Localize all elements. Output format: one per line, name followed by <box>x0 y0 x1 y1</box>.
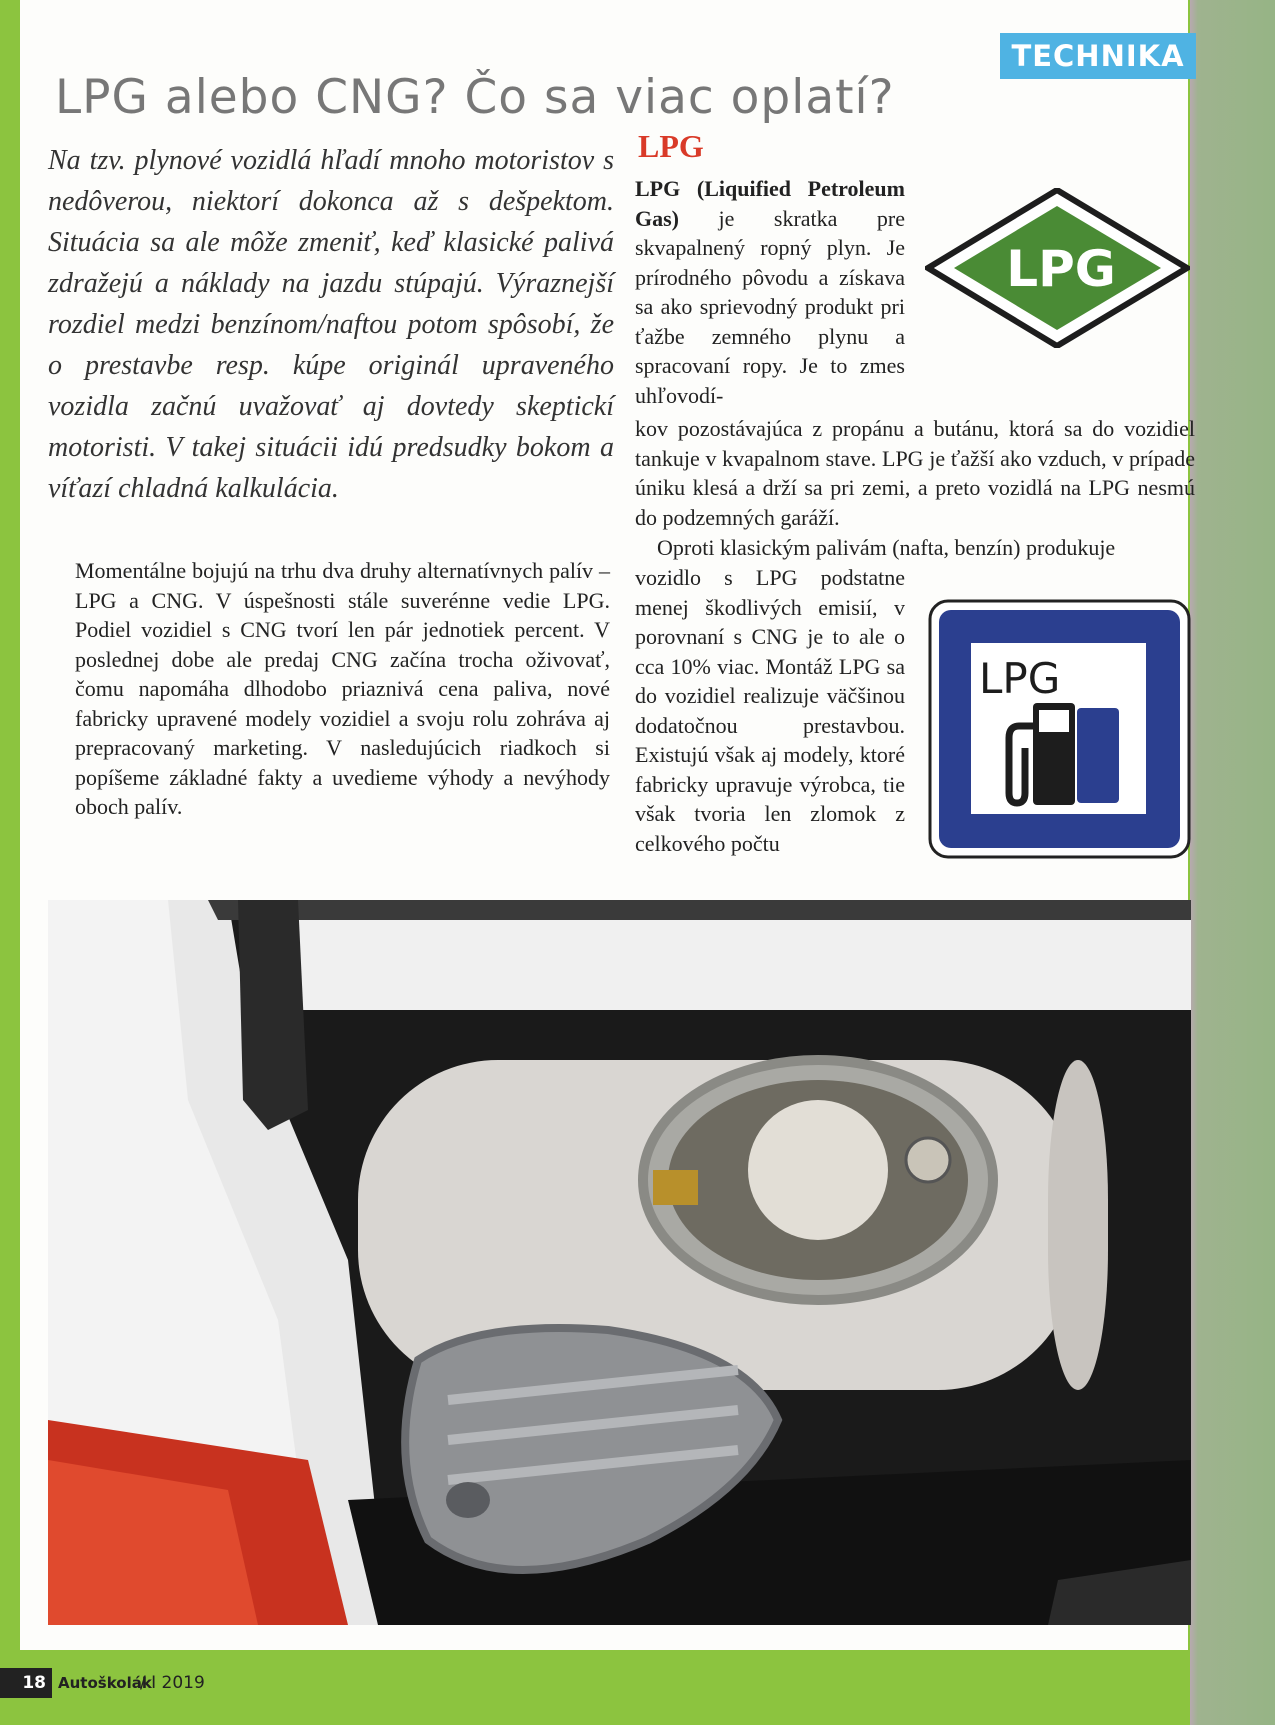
lpg-diamond-logo <box>925 188 1190 348</box>
lpg-term: LPG (Liquified Petroleum Gas) <box>635 176 905 231</box>
page-number: 18 <box>0 1668 52 1698</box>
intro-paragraph: Momentálne bojujú na trhu dva druhy alternatívnych palív – LPG a CNG. V úspešnosti stále suverénne vedie LPG. Podiel vozidiel s CNG tvorí len pár jednotiek percent. V poslednej dobe ale predaj CNG začína trocha oživovať, čomu napomáha dlhodobo priaznivá cena paliva, nové fabricky upravené modely vozidiel a svoju rolu zohráva aj prepracovaný marketing. V nasledujúcich riadkoch si popíšeme základné fakty a uvedieme výhody a nevýhody oboch palív. <box>75 558 610 819</box>
lead-paragraph: Na tzv. plynové vozidlá hľadí mnoho motoristov s nedôverou, niektorí dokonca až s dešpektom. Situácia sa ale môže zmeniť, keď klasické palivá zdražejú a náklady na jazdu stúpajú. Výraznejší rozdiel medzi benzínom/naftou potom spôsobí, že o prestavbe resp. kúpe originál upraveného vozidla začnú uvažovať aj dovtedy skeptickí motoristi. V takej situácii idú predsudky bokom a víťazí chladná kalkulácia. <box>48 145 614 504</box>
sign-logo-label: LPG <box>979 654 1061 703</box>
magazine-page <box>20 0 1195 1650</box>
section-tag: TECHNIKA <box>1000 33 1196 79</box>
lpg-paragraph-2-narrow: vozidlo s LPG podstatne menej škodlivých emisií, v porovnaní s CNG je to ale o cca 10% viac. Montáž LPG sa do vozidiel realizuje väčšinou dodatočnou prestavbou. Existujú však aj modely, ktoré fabricky upravuje výrobca, tie však tvoria len zlomok z celkového počtu <box>635 565 905 856</box>
issue-label: / I 2019 <box>140 1673 205 1693</box>
lpg-paragraph-wide: kov pozostávajúca z propánu a butánu, ktorá sa do vozidiel tankuje v kvapalnom stave. LPG je ťažší ako vzduch, v prípade úniku klesá a drží sa pri zemi, a preto vozidlá na LPG nesmú do podzemných garáží. <box>635 416 1195 530</box>
magazine-name: Autoškolák <box>58 1674 152 1692</box>
lpg-paragraph-text: je skratka pre skvapalnený ropný plyn. Je prírodného pôvodu a získava sa ako sprievodný produkt pri ťažbe zemného plynu a spracovaní ropy. Je to zmes uhľovodí- <box>635 205 905 408</box>
lpg-section-heading: LPG <box>638 128 704 164</box>
lpg-fuel-sign <box>927 598 1192 860</box>
page-edge-strip <box>1190 0 1275 1725</box>
diamond-logo-label: LPG <box>1006 240 1116 298</box>
lpg-paragraph-narrow <box>635 174 905 410</box>
lpg-paragraph-2-wide: Oproti klasickým palivám (nafta, benzín) produkuje <box>657 535 1116 560</box>
lpg-tank-photo <box>48 900 1191 1625</box>
article-title: LPG alebo CNG? Čo sa viac oplatí? <box>55 70 895 125</box>
